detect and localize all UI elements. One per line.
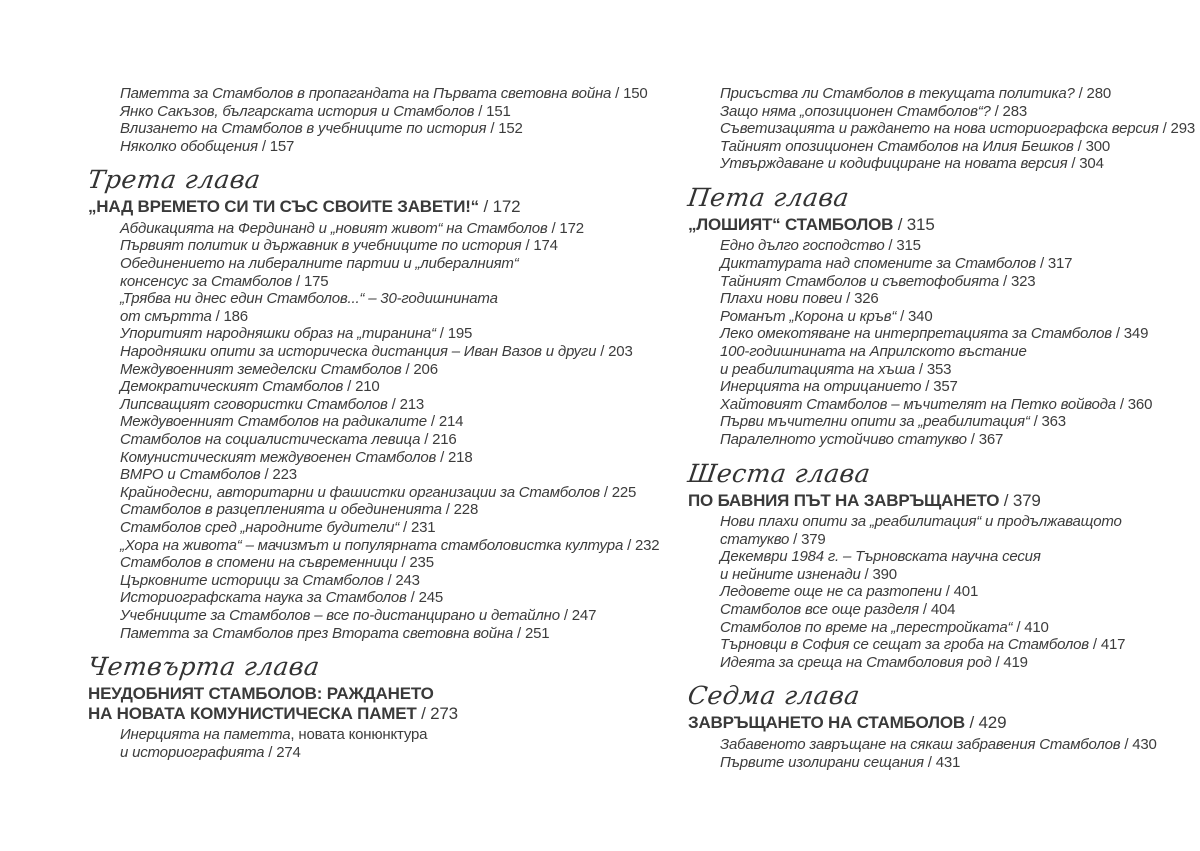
page-number: / 152 [486, 120, 523, 138]
page-number: / 232 [623, 536, 660, 554]
toc-item-text: Църковните историци за Стамболов [120, 571, 384, 589]
toc-item [88, 396, 663, 414]
toc-item-text: и историографията [120, 743, 265, 761]
page-number: / 195 [435, 325, 473, 343]
page-number: / 186 [211, 307, 248, 325]
chapter-script-heading: Четвърта глава [86, 652, 322, 682]
page-number: / 300 [1073, 137, 1111, 155]
toc-item [88, 255, 663, 273]
toc-section [688, 183, 1183, 449]
toc-item-text: Влизането на Стамболов в учебниците по история [120, 120, 487, 138]
toc-item-text: „Трябва ни днес един Стамболов...“ – 30-годишнината [120, 290, 498, 308]
page-number: / 225 [599, 483, 637, 501]
toc-item-text: и реабилитацията на хъша [720, 360, 915, 378]
toc-item-plain-text: , новата конюнктура [290, 726, 428, 744]
chapter-title-line [88, 197, 663, 217]
toc-item-text: ВМРО и Стамболов [120, 466, 261, 484]
toc-item [88, 361, 663, 379]
toc-item [88, 290, 663, 308]
toc-item-text: Леко омекотяване на интерпретацията за Стамболов [720, 325, 1112, 343]
page-number: / 151 [474, 102, 511, 120]
page-number: / 379 [789, 530, 826, 548]
page-number: / 235 [397, 554, 434, 572]
chapter-script-heading: Пета глава [686, 182, 852, 212]
toc-item [88, 378, 663, 396]
page-number: / 175 [292, 272, 329, 290]
toc-item [88, 572, 663, 590]
toc-item-text: Инерцията на паметта [120, 726, 291, 744]
page-number: / 280 [1074, 85, 1111, 102]
page-number: / 174 [521, 237, 558, 255]
chapter-title-line [688, 215, 1183, 235]
toc-item [88, 726, 663, 744]
toc-item [88, 343, 663, 361]
page-number: / 293 [1158, 120, 1195, 138]
page-number: / 349 [1111, 325, 1149, 343]
chapter-title-line [88, 684, 663, 704]
toc-item-text: 100-годишнината на Априлското въстание [720, 343, 1027, 361]
toc-item [88, 237, 663, 255]
page-number: / 150 [611, 85, 648, 102]
toc-item-text: Инерцията на отрицанието [720, 378, 922, 396]
chapter-title-text: ЗАВРЪЩАНЕТО НА СТАМБОЛОВ [688, 713, 965, 733]
toc-item-text: Обединението на либералните партии и „либералният“ [120, 255, 519, 273]
page-number: / 228 [441, 501, 479, 519]
toc-item-text: Първите изолирани сещания [720, 753, 924, 771]
page-number: / 315 [884, 237, 921, 255]
toc-item [688, 513, 1183, 531]
toc-item-text: Присъства ли Стамболов в текущата политика? [720, 85, 1075, 102]
toc-item [688, 601, 1183, 619]
page-number: / 326 [842, 290, 879, 308]
page-number: / 353 [914, 360, 952, 378]
toc-section [88, 85, 663, 155]
page-number: / 360 [1115, 395, 1153, 413]
page-number: / 274 [264, 743, 301, 761]
page-number: / 273 [416, 703, 458, 723]
toc-section [88, 652, 663, 761]
toc-item-text: Абдикацията на Фердинанд и „новият живот“ на Стамболов [120, 219, 548, 237]
toc-item-text: Нови плахи опити за „реабилитация“ и продължаващото [720, 513, 1122, 531]
page-number: / 363 [1029, 413, 1066, 431]
toc-item-text: Защо няма „опозиционен Стамболов“? [720, 102, 991, 120]
chapter-title-line [688, 491, 1183, 511]
toc-item [88, 120, 663, 138]
toc-item [688, 85, 1183, 103]
toc-item [88, 501, 663, 519]
toc-item [88, 554, 663, 572]
toc-item-text: Упоритият народняшки образ на „тиранина“ [120, 325, 436, 343]
toc-item-text: Тайният Стамболов и съветофобията [720, 272, 1000, 290]
toc-item [88, 519, 663, 537]
toc-item [688, 343, 1183, 361]
chapter-title-line [88, 704, 663, 724]
chapter-title [88, 684, 663, 723]
toc-item [688, 754, 1183, 772]
chapter-title-line [688, 713, 1183, 733]
toc-item-text: Паметта за Стамболов през Втората световна война [120, 624, 514, 642]
toc-item-text: Учебниците за Стамболов – все по-дистанцирано и детайлно [120, 606, 560, 624]
chapter-script-heading: Седма глава [686, 681, 862, 711]
toc-item [688, 566, 1183, 584]
toc-item [88, 103, 663, 121]
toc-item-text: Стамболов по време на „перестройката“ [720, 618, 1013, 636]
toc-item [88, 273, 663, 291]
toc-item [688, 548, 1183, 566]
toc-item [88, 744, 663, 762]
page-number: / 357 [921, 378, 958, 396]
toc-item [88, 537, 663, 555]
page-number: / 216 [420, 431, 457, 448]
toc-item-text: Паметта за Стамболов в пропагандата на Първата световна война [120, 85, 612, 102]
page-number: / 317 [1035, 255, 1073, 273]
toc-item-text: Стамболов сред „народните будители“ [120, 518, 400, 536]
toc-item-text: Историографската наука за Стамболов [120, 589, 407, 607]
toc-item [688, 413, 1183, 431]
toc-item-text: Плахи нови повеи [720, 290, 843, 308]
page-number: / 283 [990, 102, 1027, 120]
toc-section [88, 165, 663, 642]
page-number: / 206 [401, 360, 438, 378]
chapter-title-text: ПО БАВНИЯ ПЪТ НА ЗАВРЪЩАНЕТО [688, 490, 1000, 510]
toc-item-text: Комунистическият междувоенен Стамболов [120, 448, 437, 466]
toc-item-text: Липсващият сговористки Стамболов [120, 395, 388, 413]
page-number: / 390 [860, 565, 897, 583]
toc-item [88, 466, 663, 484]
chapter-title-text: „НАД ВРЕМЕТО СИ ТИ СЪС СВОИТЕ ЗАВЕТИ!“ [88, 197, 479, 217]
toc-item [688, 583, 1183, 601]
toc-item [688, 255, 1183, 273]
toc-item-text: Хайтовият Стамболов – мъчителят на Петко войвода [720, 395, 1116, 413]
toc-column-1 [88, 85, 663, 761]
page-number: / 203 [596, 343, 633, 361]
toc-item-text: Забавеното завръщане на сякаш забравения Стамболов [720, 735, 1121, 753]
toc-item-text: Първи мъчителни опити за „реабилитация“ [720, 413, 1030, 431]
page-number: / 430 [1120, 735, 1157, 753]
page-number: / 243 [383, 571, 420, 589]
toc-item [688, 237, 1183, 255]
page-number: / 245 [406, 589, 444, 607]
page-number: / 304 [1067, 155, 1104, 173]
toc-item-text: Диктатурата над спомените за Стамболов [720, 255, 1036, 273]
page-number: / 210 [343, 378, 380, 396]
toc-item-text: Междувоенният Стамболов на радикалите [120, 413, 427, 431]
toc-section [688, 681, 1183, 771]
toc-item-text: „Хора на живота“ – мачизмът и популярната стамболовистка култура [120, 536, 624, 554]
toc-item-text: Утвърждаване и кодифициране на новата версия [720, 155, 1068, 173]
toc-item-text: и нейните изненади [720, 565, 861, 583]
page-number: / 213 [387, 395, 425, 413]
page-number: / 172 [479, 197, 521, 217]
toc-item-text: Няколко обобщения [120, 137, 258, 155]
chapter-title-text: НА НОВАТА КОМУНИСТИЧЕСКА ПАМЕТ [88, 703, 417, 723]
toc-item [688, 619, 1183, 637]
toc-item-text: Крайнодесни, авторитарни и фашистки организации за Стамболов [120, 483, 600, 501]
toc-item [688, 138, 1183, 156]
toc-item [88, 308, 663, 326]
toc-item [88, 625, 663, 643]
toc-item-text: Янко Сакъзов, българската история и Стамболов [120, 102, 475, 120]
toc-item [688, 431, 1183, 449]
toc-item [88, 607, 663, 625]
toc-item-text: Едно дълго господство [720, 237, 885, 255]
toc-section [688, 85, 1195, 173]
page-number: / 419 [991, 653, 1028, 671]
toc-item [688, 361, 1183, 379]
chapter-script-heading: Трета глава [86, 165, 263, 195]
page-number: / 417 [1088, 636, 1126, 654]
page-number: / 172 [547, 219, 584, 237]
page-number: / 401 [941, 583, 979, 601]
toc-item-text: Стамболов на социалистическата левица [120, 431, 421, 448]
toc-item-text: Тайният опозиционен Стамболов на Илия Бешков [720, 137, 1074, 155]
toc-item-text: Ледовете още не са разтопени [720, 583, 942, 601]
page-number: / 218 [436, 448, 473, 466]
toc-item-text: Стамболов в спомени на съвременници [120, 554, 398, 572]
toc-item-text: Демократическият Стамболов [120, 378, 344, 396]
toc-item-text: Междувоенният земеделски Стамболов [120, 360, 402, 378]
toc-item [688, 155, 1183, 173]
toc-item [688, 654, 1183, 672]
toc-item [688, 120, 1195, 138]
chapter-title-text: „ЛОШИЯТ“ СТАМБОЛОВ [688, 214, 894, 234]
toc-item-text: Народняшки опити за историческа дистанция – Иван Вазов и други [120, 343, 597, 361]
page-number: / 431 [923, 753, 961, 771]
toc-item [88, 325, 663, 343]
toc-item-text: Стамболов в разцепленията и обединенията [120, 501, 442, 519]
toc-item [688, 325, 1183, 343]
page-number: / 367 [966, 431, 1004, 448]
page-number: / 157 [257, 137, 295, 155]
toc-item-text: Съветизацията и раждането на нова историографска версия [720, 120, 1159, 138]
toc-item [688, 736, 1183, 754]
toc-item-text: Романът „Корона и кръв“ [720, 307, 897, 325]
toc-item [688, 308, 1183, 326]
page-number: / 404 [918, 601, 956, 619]
toc-item-text: Декември 1984 г. – Търновската научна сесия [720, 548, 1041, 566]
toc-item [88, 220, 663, 238]
toc-item [688, 290, 1183, 308]
toc-column-2 [686, 85, 1195, 771]
toc-item-text: Паралелното устойчиво статукво [720, 431, 967, 448]
toc-item [688, 378, 1183, 396]
page-number: / 410 [1012, 618, 1049, 636]
toc-section [688, 459, 1183, 672]
page-number: / 379 [999, 490, 1041, 510]
chapter-title [688, 713, 1183, 733]
page-number: / 231 [399, 518, 436, 536]
chapter-script-heading: Шеста глава [686, 458, 873, 488]
toc-item [688, 273, 1183, 291]
chapter-title [88, 197, 663, 217]
page-number: / 247 [559, 606, 597, 624]
toc-item [688, 636, 1183, 654]
toc-item [688, 103, 1183, 121]
page-number: / 315 [893, 214, 935, 234]
toc-item [88, 484, 663, 502]
toc-item [88, 85, 663, 103]
toc-item [688, 396, 1183, 414]
toc-item [88, 138, 663, 156]
toc-item-text: консенсус за Стамболов [120, 272, 293, 290]
chapter-title [688, 491, 1183, 511]
toc-item [88, 413, 663, 431]
chapter-title-text: НЕУДОБНИЯТ СТАМБОЛОВ: РАЖДАНЕТО [88, 684, 434, 704]
page-number: / 223 [260, 466, 297, 484]
page-number: / 429 [964, 713, 1007, 733]
toc-item-text: Стамболов все още разделя [720, 601, 919, 619]
toc-item [88, 431, 663, 449]
toc-item [688, 531, 1183, 549]
page-number: / 340 [896, 307, 933, 325]
toc-item [88, 449, 663, 467]
page-number: / 251 [513, 624, 550, 642]
toc-item [88, 589, 663, 607]
toc-item-text: Идеята за среща на Стамболовия род [720, 653, 992, 671]
toc-item-text: от смъртта [120, 307, 212, 325]
page-number: / 323 [999, 272, 1036, 290]
toc-item-text: статукво [720, 530, 790, 548]
page-number: / 214 [426, 413, 464, 431]
chapter-title [688, 215, 1183, 235]
toc-item-text: Търновци в София се сещат за гроба на Стамболов [720, 636, 1089, 654]
toc-item-text: Първият политик и държавник в учебниците по история [120, 237, 522, 255]
